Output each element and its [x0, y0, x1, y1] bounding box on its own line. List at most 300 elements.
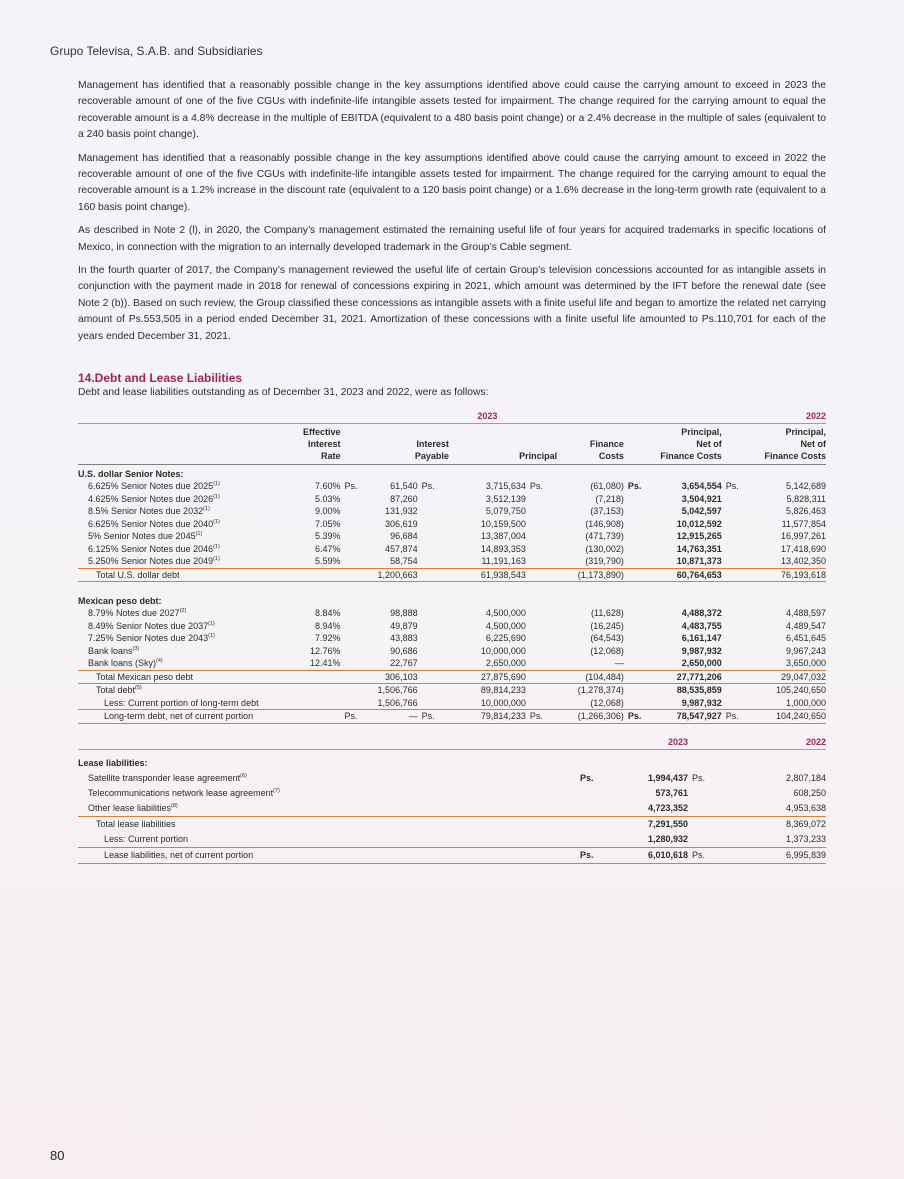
prior-cell: 76,193,618 [753, 568, 826, 582]
rate-cell: 7.05% [314, 518, 341, 529]
currency-cell [418, 568, 449, 582]
rate-cell: 12.41% [309, 658, 341, 668]
lease-current-cell: 573,761 [655, 788, 688, 798]
currency-cell [418, 632, 449, 645]
rate-cell [282, 568, 340, 582]
currency-cell [624, 657, 655, 670]
currency-cell [624, 518, 655, 531]
finance-cell: (16,245) [590, 620, 624, 631]
prior-cell: 3,650,000 [785, 658, 826, 668]
interest-cell: 1,506,766 [372, 684, 418, 697]
interest-cell: 43,883 [390, 633, 418, 643]
prior-cell: 17,418,690 [780, 543, 826, 554]
currency-cell: Ps. [576, 848, 606, 864]
table-row [78, 657, 826, 670]
table-row [78, 632, 826, 645]
principal-cell: 14,893,353 [480, 543, 526, 554]
interest-cell: 457,874 [385, 543, 418, 554]
currency-cell [418, 555, 449, 568]
row-label: Satellite transponder lease agreement$^{(6)}$ [88, 773, 247, 783]
table-row [78, 543, 826, 556]
row-label: Bank loans (Sky)$^{(4)}$ [88, 658, 163, 668]
currency-cell [526, 620, 557, 633]
lease-prior-cell: 4,953,638 [785, 803, 826, 813]
principal-cell: 13,387,004 [480, 531, 526, 541]
currency-cell: Ps. [421, 481, 435, 491]
interest-cell: 90,686 [390, 645, 418, 656]
net-cell: 88,535,859 [655, 684, 722, 697]
row-label: Less: Current portion [104, 834, 189, 844]
interest-cell: 61,540 [390, 481, 418, 491]
body-text [78, 78, 826, 352]
rate-cell [282, 670, 340, 684]
currency-cell [418, 670, 449, 684]
year-2023: 2023 [449, 409, 526, 423]
principal-cell: 3,715,634 [485, 481, 526, 491]
row-label: Total Mexican peso debt [78, 670, 282, 684]
currency-cell [341, 684, 372, 697]
currency-cell [526, 657, 557, 670]
footnote-ref: (1) [213, 493, 220, 500]
current-portion-row [78, 697, 826, 710]
finance-cell: (471,739) [585, 531, 624, 541]
currency-cell [418, 543, 449, 556]
row-label: 8.5% Senior Notes due 2032$^{(1)}$ [88, 506, 210, 516]
currency-cell: Ps. [725, 481, 739, 491]
table-row [78, 645, 826, 658]
footnote-ref: (1) [203, 506, 210, 512]
net-cell: 2,650,000 [681, 658, 722, 668]
net-cell: 9,987,932 [681, 645, 722, 656]
currency-cell [341, 555, 372, 568]
lease-prior-cell: 6,995,839 [718, 848, 826, 864]
row-label: Other lease liabilities$^{(8)}$ [88, 803, 178, 813]
rate-cell [282, 710, 340, 724]
currency-cell [418, 620, 449, 633]
principal-cell: 6,225,690 [485, 633, 526, 643]
net-cell: 78,547,927 [655, 710, 722, 724]
currency-cell [722, 505, 753, 518]
currency-cell: Ps. [627, 481, 642, 491]
interest-cell: 306,103 [372, 670, 418, 684]
prior-cell: 1,000,000 [785, 697, 826, 708]
currency-cell [526, 684, 557, 697]
principal-cell: 4,500,000 [485, 620, 526, 631]
currency-cell [624, 493, 655, 506]
currency-cell [341, 505, 372, 518]
currency-cell [722, 657, 753, 670]
rate-cell: 12.76% [309, 645, 341, 656]
interest-cell: 96,684 [390, 531, 418, 541]
page-number: 80 [50, 1148, 65, 1163]
footnote-ref: (3) [132, 645, 140, 652]
table-row [78, 607, 826, 620]
prior-cell: 5,142,689 [785, 481, 826, 491]
row-label: 6.625% Senior Notes due 2040$^{(1)}$ [88, 518, 220, 529]
principal-cell: 11,191,163 [481, 556, 526, 566]
lease-table-body [78, 750, 826, 864]
lease-current-cell: 4,723,352 [647, 803, 688, 813]
finance-cell: (7,218) [595, 493, 624, 504]
paragraph: Management has identified that a reasonably possible change in the key assumptions identified above could cause the carrying amount to exceed in 2023 the recoverable amount of one of the five CGUs with indefinite-life intangible assets tested for impairment. The change required for the carrying amount to equal the recoverable amount is a 4.8% decrease in the multiple of EBITDA (equivalent to a 480 basis point change) or a 2.4% decrease in the multiple of sales (equivalent to a 240 basis point change). [78, 80, 826, 141]
prior-cell: 4,488,597 [785, 608, 826, 618]
currency-cell [624, 530, 655, 543]
rate-cell [282, 697, 340, 710]
currency-cell [722, 607, 753, 620]
currency-cell: Ps. [418, 710, 449, 724]
currency-cell: Ps. [341, 710, 372, 724]
col-header-rate: Effective Interest Rate [302, 426, 341, 461]
interest-cell: — [372, 710, 418, 724]
col-header-finance: Finance Costs [589, 438, 624, 461]
finance-cell: (61,080) [590, 481, 624, 491]
currency-cell [341, 670, 372, 684]
currency-cell [624, 568, 655, 582]
currency-cell [624, 620, 655, 633]
interest-cell: 131,932 [385, 506, 418, 516]
interest-cell: 306,619 [385, 518, 418, 529]
currency-cell [624, 555, 655, 568]
currency-cell [341, 657, 372, 670]
currency-cell [341, 697, 372, 710]
lease-prior-cell: 1,373,233 [785, 834, 826, 844]
net-cell: 14,763,351 [676, 543, 722, 554]
footnote-ref: (5) [135, 685, 142, 691]
paragraph: In the fourth quarter of 2017, the Company’s management reviewed the useful life of certain Group’s television concessions accounted for as intangible assets in conjunction with the payment made in 2018 for renewal of concessions expiring in 2021, which amount was determined by the IFT before the renewal date (see Note 2 (b)). Based on such review, the Group classified these concessions as intangible assets with a finite useful life and began to amortize the related net carrying amount of Ps.553,505 in a period ended December 31, 2021. Amortization of these concessions with a finite useful life amounted to Ps.110,701 for each of the years ended December 31, 2021. [78, 265, 826, 342]
currency-cell [418, 518, 449, 531]
principal-cell: 2,650,000 [485, 658, 526, 668]
currency-cell [418, 530, 449, 543]
lease-total-row [78, 817, 826, 833]
finance-cell: (1,173,890) [557, 568, 624, 582]
currency-cell [722, 645, 753, 658]
row-label: Lease liabilities, net of current portion [78, 848, 576, 864]
finance-cell: (130,002) [585, 543, 624, 554]
table-row [78, 555, 826, 568]
currency-cell [418, 607, 449, 620]
rate-cell: 5.39% [314, 531, 341, 541]
row-label: Telecommunications network lease agreement$^{(7)}$ [88, 788, 280, 798]
net-cell: 5,042,597 [681, 506, 722, 516]
prior-cell: 6,451,645 [785, 633, 826, 643]
prior-cell: 13,402,350 [780, 556, 826, 566]
table-row [78, 620, 826, 633]
currency-cell [722, 697, 753, 710]
currency-cell [526, 697, 557, 710]
rate-cell: 6.47% [314, 543, 341, 554]
currency-cell [341, 530, 372, 543]
currency-cell [418, 493, 449, 506]
row-label: Total lease liabilities [78, 817, 576, 833]
row-label: 4.625% Senior Notes due 2026$^{(1)}$ [88, 493, 220, 504]
col-header-principal: Principal [519, 450, 558, 461]
lease-year-row [78, 736, 826, 750]
currency-cell [624, 645, 655, 658]
row-label: Long-term debt, net of current portion [78, 710, 282, 724]
section-title: 14.Debt and Lease Liabilities [78, 371, 243, 385]
currency-cell: Ps. [688, 848, 718, 864]
currency-cell [526, 632, 557, 645]
principal-cell: 3,512,139 [485, 493, 526, 504]
currency-cell [526, 505, 557, 518]
currency-cell [341, 568, 372, 582]
row-label: 6.625% Senior Notes due 2025$^{(1)}$ [88, 481, 220, 491]
currency-cell [418, 657, 449, 670]
net-cell: 60,764,653 [655, 568, 722, 582]
currency-cell [341, 632, 372, 645]
currency-cell [341, 645, 372, 658]
currency-cell [688, 786, 718, 801]
interest-cell: 22,767 [390, 658, 418, 668]
principal-cell: 10,000,000 [480, 697, 526, 708]
currency-cell: Ps. [580, 773, 594, 783]
currency-cell [526, 518, 557, 531]
table-row [78, 530, 826, 543]
table-row [78, 518, 826, 531]
principal-cell: 89,814,233 [449, 684, 526, 697]
lease-current-cell: 6,010,618 [606, 848, 688, 864]
rate-cell: 8.84% [314, 608, 341, 618]
group-title-row [78, 464, 826, 480]
currency-cell: Ps. [692, 773, 706, 783]
currency-cell [526, 670, 557, 684]
row-label: 7.25% Senior Notes due 2043$^{(1)}$ [88, 633, 215, 643]
principal-cell: 4,500,000 [485, 608, 526, 618]
currency-cell [341, 493, 372, 506]
currency-cell [624, 684, 655, 697]
total-row [78, 670, 826, 684]
footnote-ref: (1) [213, 543, 220, 550]
prior-cell: 16,997,261 [780, 531, 826, 541]
footnote-ref: (7) [273, 788, 280, 794]
finance-cell: (146,908) [585, 518, 624, 529]
finance-cell: (12,068) [590, 645, 624, 656]
currency-cell: Ps. [344, 481, 358, 491]
total-row [78, 684, 826, 697]
year-2022: 2022 [753, 409, 826, 423]
currency-cell [526, 645, 557, 658]
footnote-ref: (8) [171, 803, 178, 809]
currency-cell [576, 832, 606, 848]
currency-cell [722, 518, 753, 531]
lease-year-2023: 2023 [606, 736, 688, 750]
rate-cell: 5.03% [314, 493, 341, 504]
currency-cell [418, 684, 449, 697]
currency-cell [526, 543, 557, 556]
lease-table [78, 736, 826, 865]
currency-cell [418, 505, 449, 518]
prior-cell: 4,489,547 [785, 620, 826, 631]
net-cell: 27,771,206 [655, 670, 722, 684]
rate-cell: 9.00% [314, 506, 341, 516]
finance-cell: (64,543) [590, 633, 624, 643]
lease-row [78, 801, 826, 817]
currency-cell [722, 684, 753, 697]
net-cell: 3,654,554 [681, 481, 722, 491]
currency-cell [722, 670, 753, 684]
lease-net-row [78, 848, 826, 864]
net-cell: 10,871,373 [676, 556, 722, 566]
lease-prior-cell: 608,250 [793, 788, 826, 798]
currency-cell: Ps. [624, 710, 655, 724]
lease-row [78, 771, 826, 786]
lease-title-row [78, 750, 826, 772]
rate-cell: 7.60% [314, 481, 341, 491]
net-cell: 12,915,265 [676, 531, 722, 541]
finance-cell: (11,628) [590, 608, 624, 618]
row-label: Total debt$^{(5)}$ [78, 684, 282, 697]
footnote-ref: (2) [179, 608, 187, 614]
net-cell: 3,504,921 [681, 493, 722, 504]
interest-cell: 49,879 [390, 620, 418, 631]
lease-current-cell: 7,291,550 [606, 817, 688, 833]
currency-cell [526, 607, 557, 620]
rate-cell [282, 684, 340, 697]
interest-cell: 98,888 [390, 608, 418, 618]
row-label: 8.49% Senior Notes due 2037$^{(1)}$ [88, 620, 215, 631]
lease-prior-cell: 2,807,184 [785, 773, 826, 783]
prior-cell: 5,828,311 [786, 493, 826, 504]
footnote-ref: (6) [240, 773, 247, 779]
currency-cell: Ps. [529, 481, 543, 491]
currency-cell [722, 555, 753, 568]
group-title-row [78, 592, 826, 608]
currency-cell [341, 543, 372, 556]
row-label: 6.125% Senior Notes due 2046$^{(1)}$ [88, 543, 220, 554]
paragraph: As described in Note 2 (l), in 2020, the Company’s management estimated the remaining useful life of four years for acquired trademarks in specific locations of Mexico, in connection with the migration to an internally developed trademark in the Group’s Cable segment. [78, 225, 826, 253]
currency-cell [722, 530, 753, 543]
rate-cell: 7.92% [314, 633, 341, 643]
currency-cell [624, 670, 655, 684]
currency-cell [418, 645, 449, 658]
prior-cell: 105,240,650 [753, 684, 826, 697]
principal-cell: 5,079,750 [485, 506, 526, 516]
currency-cell [688, 832, 718, 848]
rate-cell: 8.94% [314, 620, 341, 631]
footnote-ref: (4) [156, 658, 163, 664]
group-title: Mexican peso debt: [78, 595, 162, 606]
row-label: 8.79% Notes due 2027$^{(2)}$ [88, 608, 187, 618]
interest-cell: 58,754 [390, 556, 418, 566]
currency-cell [722, 632, 753, 645]
lease-row [78, 786, 826, 801]
net-cell: 4,483,755 [681, 620, 722, 631]
prior-cell: 11,577,854 [781, 518, 826, 529]
finance-cell: (319,790) [585, 556, 624, 566]
footnote-ref: (1) [208, 633, 215, 639]
principal-cell: 10,159,500 [480, 518, 526, 529]
debt-table-body [78, 464, 826, 723]
interest-cell: 87,260 [390, 493, 418, 504]
interest-cell: 1,200,663 [372, 568, 418, 582]
footnote-ref: (1) [213, 481, 220, 487]
principal-cell: 79,814,233 [449, 710, 526, 724]
currency-cell [688, 801, 718, 817]
lease-year-2022: 2022 [718, 736, 826, 750]
footnote-ref: (1) [213, 556, 220, 562]
lease-prior-cell: 8,369,072 [718, 817, 826, 833]
lease-current-portion-row [78, 832, 826, 848]
net-cell: 6,161,147 [681, 633, 722, 643]
finance-cell: (104,484) [557, 670, 624, 684]
currency-cell [624, 697, 655, 710]
currency-cell [576, 801, 606, 817]
currency-cell [722, 568, 753, 582]
lease-title: Lease liabilities: [78, 758, 148, 768]
finance-cell: (1,278,374) [557, 684, 624, 697]
currency-cell [624, 632, 655, 645]
debt-table [78, 409, 826, 724]
currency-cell [722, 543, 753, 556]
net-cell: 10,012,592 [676, 518, 722, 529]
finance-cell: (1,266,306) [557, 710, 624, 724]
net-cell: 9,987,932 [681, 697, 722, 708]
currency-cell [341, 607, 372, 620]
finance-cell: — [614, 658, 624, 668]
col-header-interest: Interest Payable [414, 438, 449, 461]
group-title: U.S. dollar Senior Notes: [78, 468, 184, 479]
col-header-net: Principal, Net of Finance Costs [660, 426, 722, 461]
currency-cell [624, 505, 655, 518]
currency-cell [526, 530, 557, 543]
row-label: Total U.S. dollar debt [78, 568, 282, 582]
prior-cell: 104,240,650 [753, 710, 826, 724]
year-header-row [78, 409, 826, 423]
currency-cell [576, 817, 606, 833]
prior-cell: 9,967,243 [785, 645, 826, 656]
finance-cell: (37,153) [590, 506, 624, 516]
currency-cell [722, 620, 753, 633]
principal-cell: 27,875,690 [449, 670, 526, 684]
currency-cell [341, 518, 372, 531]
footnote-ref: (1) [208, 620, 215, 627]
total-row [78, 568, 826, 582]
currency-cell [418, 697, 449, 710]
prior-cell: 5,826,463 [785, 506, 826, 516]
footnote-ref: (1) [195, 531, 203, 537]
long-term-row [78, 710, 826, 724]
principal-cell: 61,938,543 [449, 568, 526, 582]
row-label: Less: Current portion of long-term debt [104, 697, 259, 708]
net-cell: 4,488,372 [681, 608, 722, 618]
finance-cell: (12,068) [590, 697, 624, 708]
footnote-ref: (1) [213, 518, 220, 525]
currency-cell: Ps. [722, 710, 753, 724]
lease-current-cell: 1,994,437 [647, 773, 688, 783]
document-header: Grupo Televisa, S.A.B. and Subsidiaries [50, 44, 263, 58]
col-header-net-prior: Principal, Net of Finance Costs [764, 426, 826, 461]
rate-cell: 5.59% [314, 556, 341, 566]
currency-cell [341, 620, 372, 633]
currency-cell: Ps. [526, 710, 557, 724]
currency-cell [576, 786, 606, 801]
row-label: 5.250% Senior Notes due 2049$^{(1)}$ [88, 556, 220, 566]
principal-cell: 10,000,000 [480, 645, 526, 656]
table-row [78, 493, 826, 506]
table-row [78, 505, 826, 518]
debt-section [78, 371, 826, 864]
currency-cell [526, 555, 557, 568]
prior-cell: 29,047,032 [753, 670, 826, 684]
currency-cell [526, 568, 557, 582]
row-label: 5% Senior Notes due 2045$^{(1)}$ [88, 531, 203, 541]
row-label: Bank loans$^{(3)}$ [88, 645, 140, 656]
lease-current-cell: 1,280,932 [647, 834, 688, 844]
currency-cell [688, 817, 718, 833]
table-row [78, 480, 826, 493]
column-header-row [78, 423, 826, 464]
section-intro: Debt and lease liabilities outstanding as of December 31, 2023 and 2022, were as follows: [78, 387, 489, 398]
